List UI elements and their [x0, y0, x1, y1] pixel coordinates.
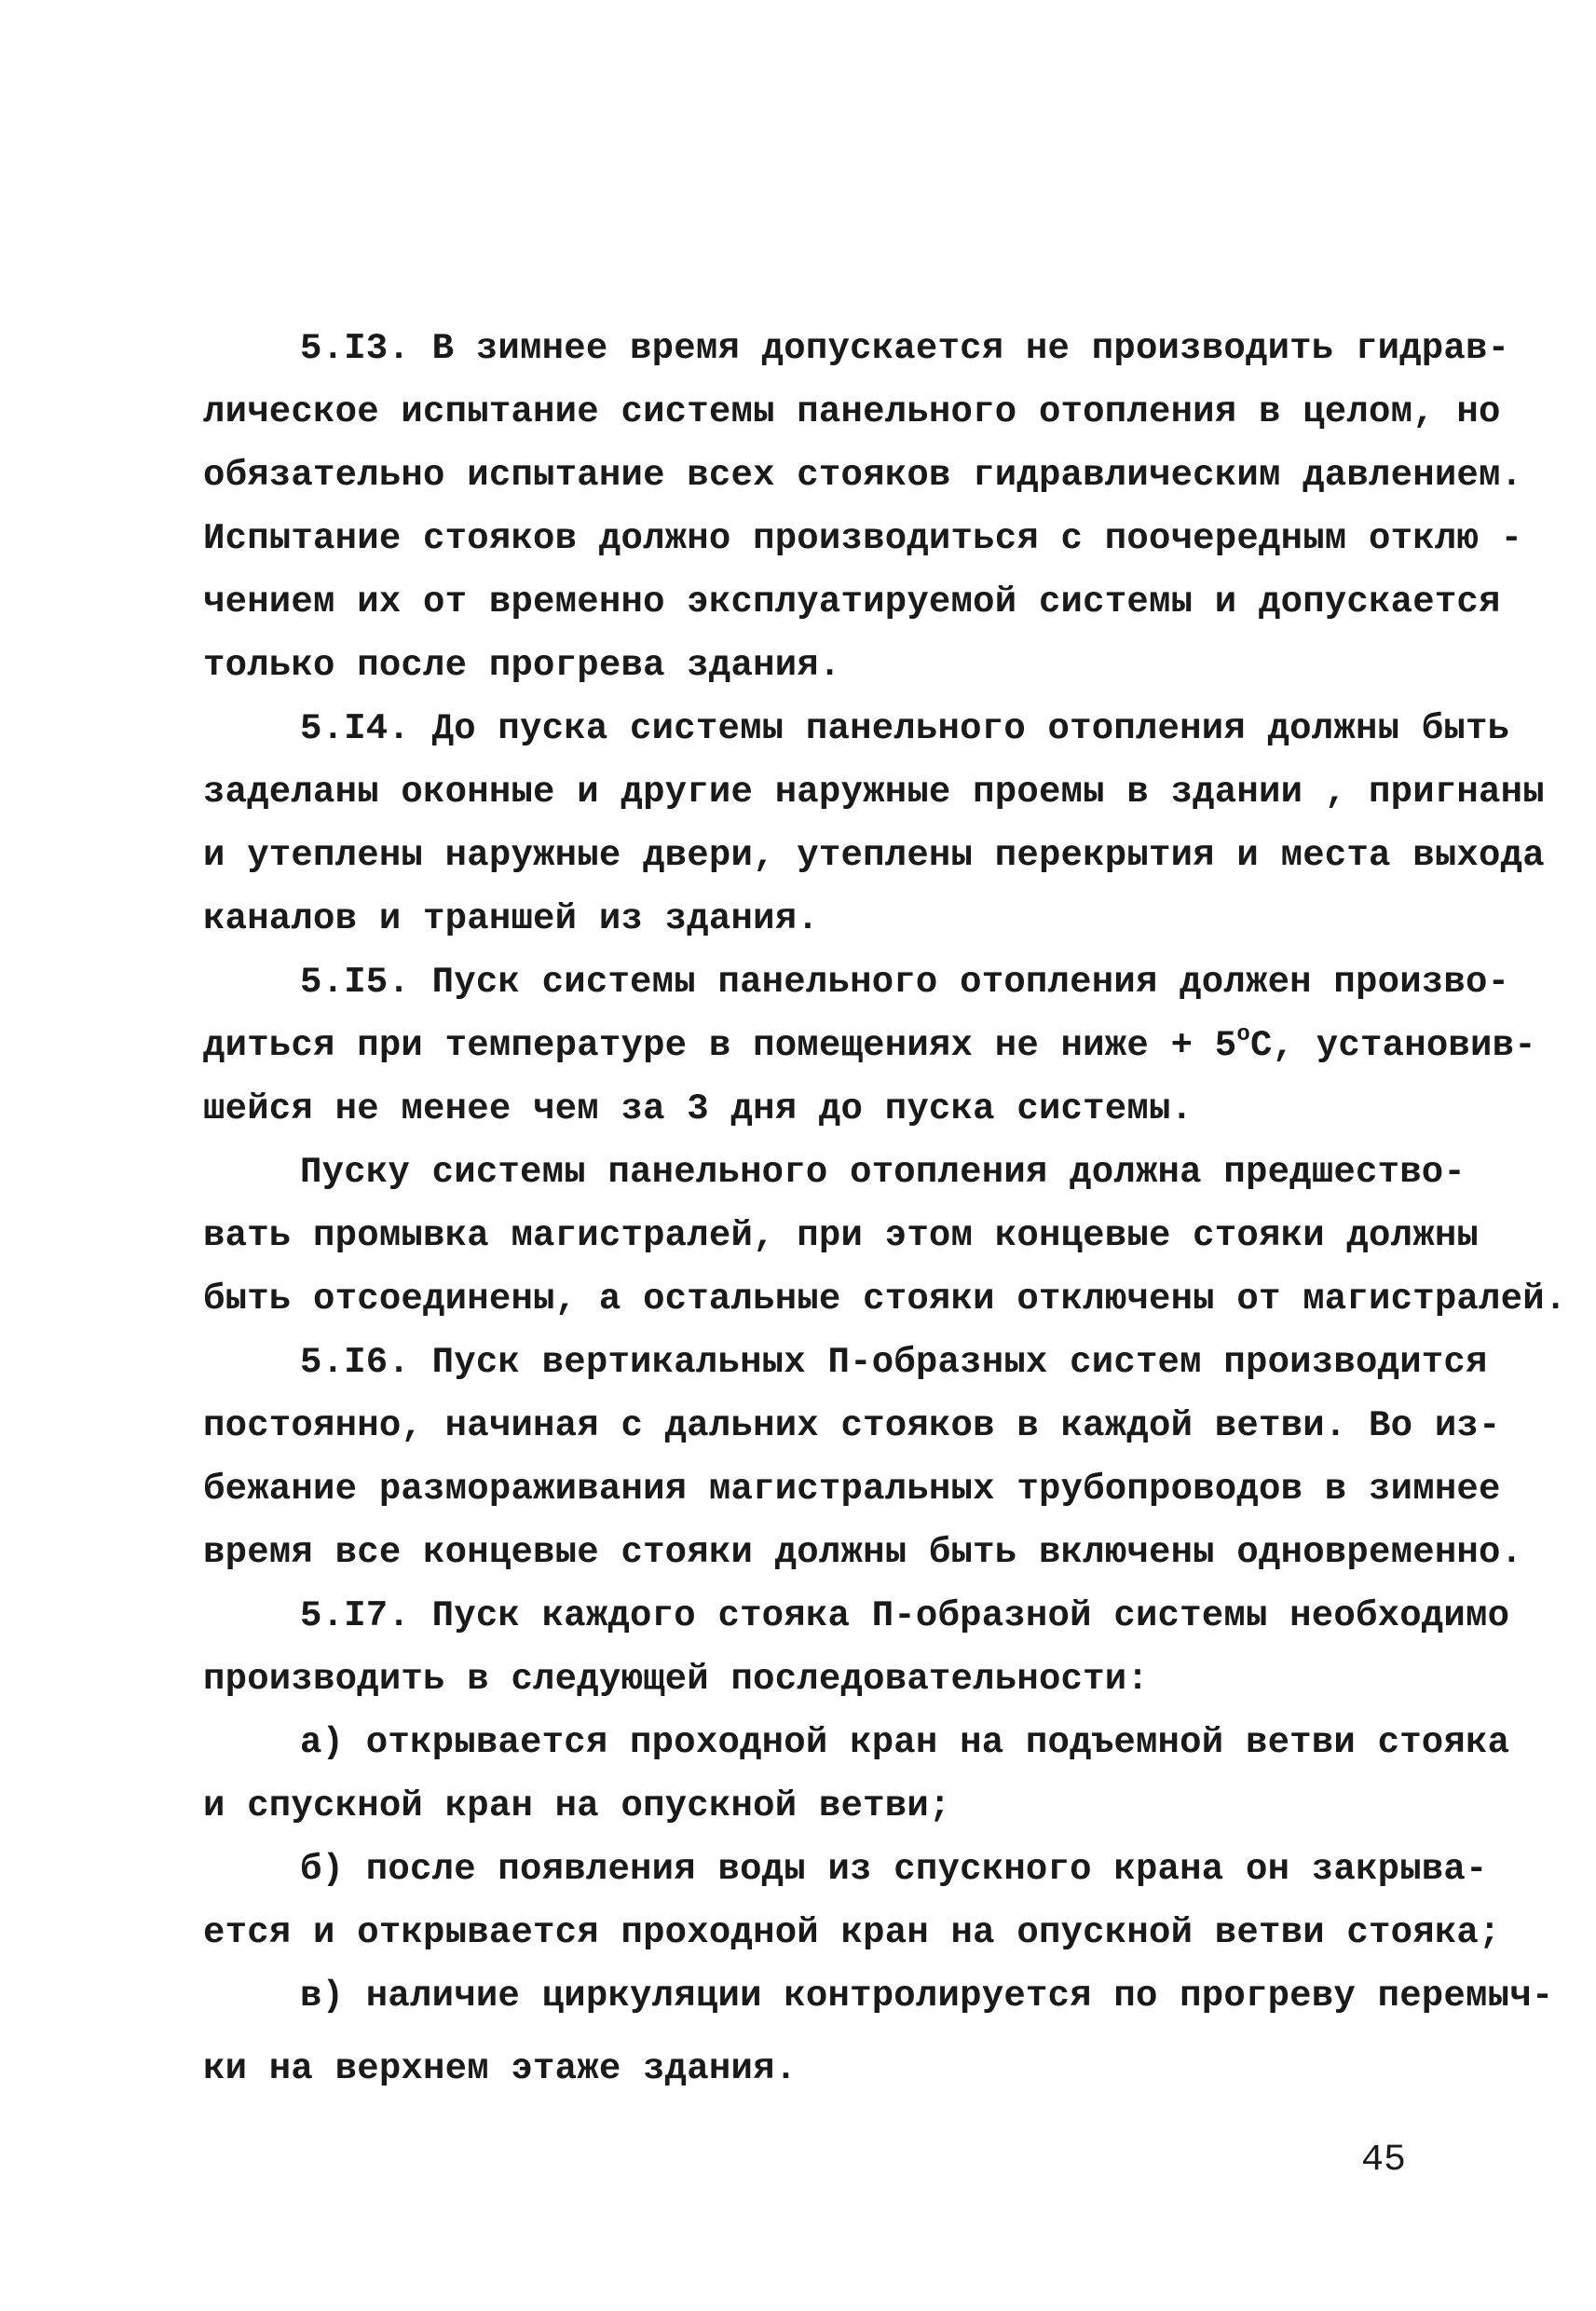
text-line: быть отсоединены, а остальные стояки отключены от магистралей. [203, 1279, 1567, 1320]
text-line: вать промывка магистралей, при этом концевые стояки должны [203, 1215, 1480, 1256]
text-line: каналов и траншей из здания. [203, 898, 819, 939]
text-line: время все концевые стояки должны быть включены одновременно. [203, 1532, 1523, 1573]
page-number: 45 [1361, 2140, 1407, 2181]
text-line: в) наличие циркуляции контролируется по прогреву перемыч- [300, 1976, 1554, 2017]
text-line-start: диться при температуре в помещениях не ниже + 5 [203, 1025, 1237, 1066]
text-line: ки на верхнем этаже здания. [203, 2048, 798, 2089]
text-line-temperature [203, 1023, 1536, 1068]
text-line: заделаны оконные и другие наружные проемы в здании , пригнаны [203, 772, 1545, 813]
text-line: и спускной кран на опускной ветви; [203, 1785, 951, 1826]
text-line: обязательно испытание всех стояков гидравлическим давлением. [203, 455, 1523, 496]
text-line: Пуску системы панельного отопления должна предшество- [300, 1152, 1466, 1193]
text-line: только после прогрева здания. [203, 645, 841, 686]
text-line: ется и открывается проходной кран на опускной ветви стояка; [203, 1912, 1501, 1953]
text-line: 5.I7. Пуск каждого стояка П-образной системы необходимо [300, 1595, 1510, 1636]
text-line: а) открывается проходной кран на подъемной ветви стояка [300, 1722, 1510, 1763]
text-line: постоянно, начиная с дальних стояков в каждой ветви. Во из- [203, 1405, 1501, 1446]
degree-mark: о [1236, 1022, 1250, 1047]
text-line: лическое испытание системы панельного отопления в целом, но [203, 391, 1501, 432]
text-line: 5.I3. В зимнее время допускается не производить гидрав- [300, 328, 1510, 369]
text-line: б) после появления воды из спускного крана он закрыва- [300, 1849, 1488, 1890]
text-line: 5.I4. До пуска системы панельного отопления должны быть [300, 708, 1510, 749]
text-line: чением их от временно эксплуатируемой системы и допускается [203, 581, 1501, 622]
text-line: и утеплены наружные двери, утеплены перекрытия и места выхода [203, 835, 1545, 876]
text-line: 5.I5. Пуск системы панельного отопления должен произво- [300, 962, 1510, 1003]
text-line-end: С, установив- [1250, 1025, 1536, 1066]
text-line: 5.I6. Пуск вертикальных П-образных систем производится [300, 1342, 1488, 1383]
text-line: Испытание стояков должно производиться с поочередным отклю - [203, 518, 1523, 559]
text-line: производить в следующей последовательности: [203, 1659, 1149, 1700]
text-line: бежание размораживания магистральных трубопроводов в зимнее [203, 1469, 1501, 1510]
text-line: шейся не менее чем за 3 дня до пуска системы. [203, 1088, 1194, 1129]
